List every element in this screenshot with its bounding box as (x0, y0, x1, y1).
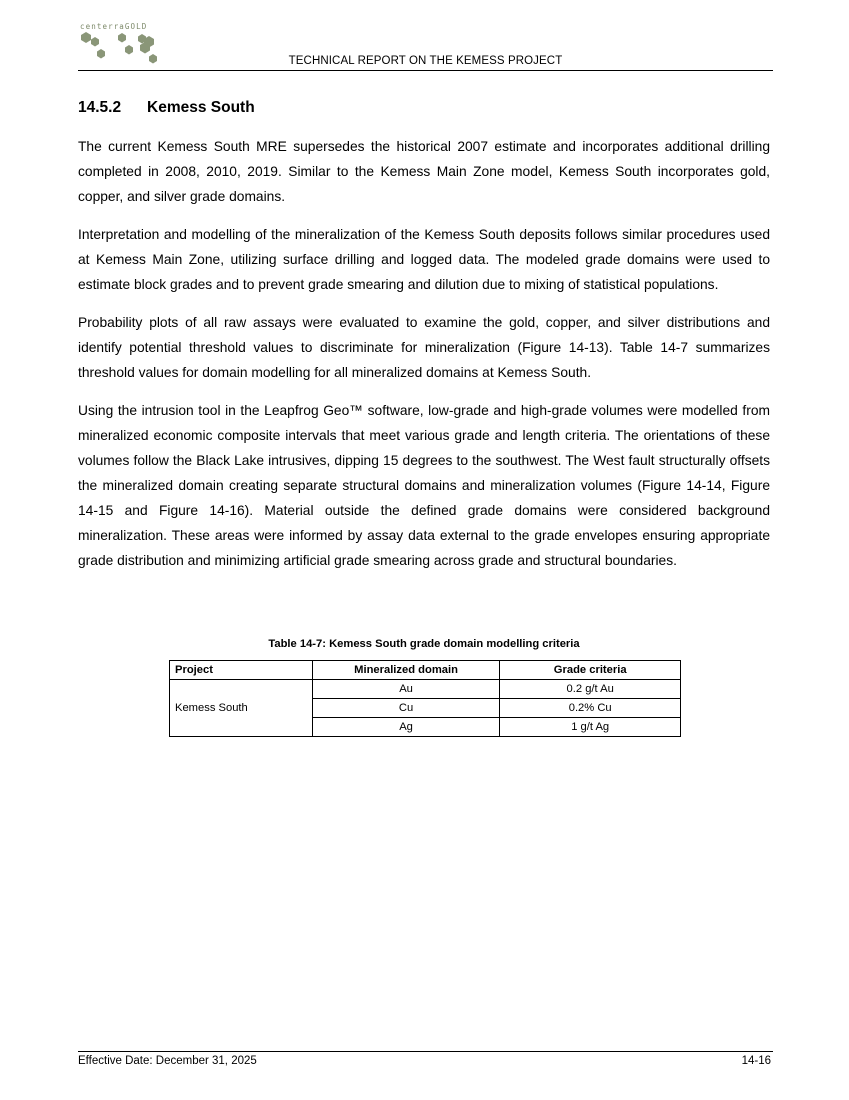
paragraph: The current Kemess South MRE supersedes the historical 2007 estimate and incorporates additional drilling completed in 2008, 2010, 2019. Similar to the Kemess Main Zone model, Kemess South incorporates gold, copper, and silver grade domains. (78, 139, 770, 204)
criteria-cell: 0.2 g/t Au (500, 680, 681, 699)
paragraph: Probability plots of all raw assays were evaluated to examine the gold, copper, and silver distributions and identify potential threshold values to discriminate for mineralization (Figure 14-13). Table 14-7 summarizes threshold values for domain modelling for all mineralized domains at Kemess South. (78, 315, 770, 380)
criteria-cell: 0.2% Cu (500, 699, 681, 718)
logo-wordmark: centerraGOLD (80, 22, 148, 31)
section-heading (78, 99, 255, 117)
table-row (170, 680, 681, 699)
footer-divider (78, 1051, 773, 1052)
section-title: Kemess South (147, 99, 255, 116)
domain-cell: Cu (312, 699, 500, 718)
domain-cell: Ag (312, 718, 500, 737)
column-header-criteria: Grade criteria (500, 661, 681, 680)
domain-cell: Au (312, 680, 500, 699)
section-number: 14.5.2 (78, 99, 122, 116)
project-cell: Kemess South (170, 680, 313, 737)
paragraph: Interpretation and modelling of the mineralization of the Kemess South deposits follows similar procedures used at Kemess Main Zone, utilizing surface drilling and logged data. The modeled grade domains were used to estimate block grades and to prevent grade smearing and dilution due to mixing of statistical populations. (78, 227, 770, 292)
paragraph: Using the intrusion tool in the Leapfrog Geo™ software, low-grade and high-grade volumes were modelled from mineralized economic composite intervals that meet various grade and length criteria. The orientations of these volumes follow the Black Lake intrusives, dipping 15 degrees to the southwest. The West fault structurally offsets the mineralized domain creating separate structural domains and mineralization volumes (Figure 14-14, Figure 14-15 and Figure 14-16). Material outside the defined grade domains were considered background mineralization. These areas were informed by assay data external to the grade envelopes ensuring appropriate grade distribution and minimizing artificial grade smearing across grade and structural boundaries. (78, 403, 770, 568)
header-divider (78, 70, 773, 71)
report-title: TECHNICAL REPORT ON THE KEMESS PROJECT (288, 55, 563, 67)
table-caption: Table 14-7: Kemess South grade domain modelling criteria (268, 638, 580, 650)
page-number: 14-16 (741, 1055, 771, 1067)
criteria-cell: 1 g/t Ag (500, 718, 681, 737)
table-header-row (170, 661, 681, 680)
body-text (78, 134, 770, 586)
grade-criteria-table (169, 660, 681, 737)
effective-date: Effective Date: December 31, 2025 (78, 1055, 257, 1067)
column-header-project: Project (170, 661, 313, 680)
column-header-domain: Mineralized domain (312, 661, 500, 680)
